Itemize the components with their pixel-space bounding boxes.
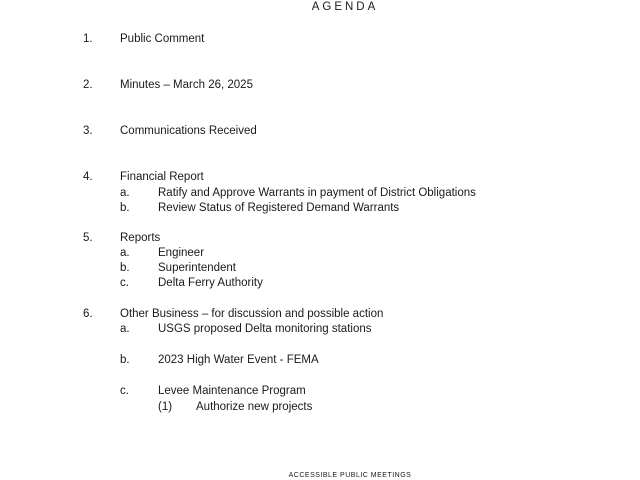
- item-number: 1.: [83, 33, 93, 45]
- sub-item-letter: c.: [120, 385, 129, 397]
- item-label: Minutes – March 26, 2025: [120, 79, 253, 91]
- item-number: 5.: [83, 232, 93, 244]
- item-number: 3.: [83, 125, 93, 137]
- sub-item-text: Superintendent: [158, 262, 237, 274]
- agenda-title: AGENDA: [311, 1, 379, 13]
- item-label: Public Comment: [120, 33, 205, 45]
- item-label: Other Business – for discussion and possible action: [120, 308, 384, 320]
- sub-item-text: 2023 High Water Event - FEMA: [158, 354, 319, 366]
- sub-item-letter: a.: [120, 187, 130, 199]
- sub-item-text: Review Status of Registered Demand Warrants: [158, 202, 400, 214]
- sub-item-letter: b.: [120, 354, 130, 366]
- sub-item-text: Delta Ferry Authority: [158, 277, 263, 289]
- item-label: Financial Report: [120, 171, 204, 183]
- sub-item-letter: b.: [120, 202, 130, 214]
- item-label: Communications Received: [120, 125, 257, 137]
- sub-item-text: Ratify and Approve Warrants in payment of District Obligations: [158, 187, 476, 199]
- item-label: Reports: [120, 232, 161, 244]
- sub-item-text: Levee Maintenance Program: [158, 385, 306, 397]
- item-number: 4.: [83, 171, 93, 183]
- footer-heading: ACCESSIBLE PUBLIC MEETINGS: [288, 472, 412, 479]
- sub-item-letter: b.: [120, 262, 130, 274]
- sub-item-letter: a.: [120, 323, 130, 335]
- sub-item-letter: a.: [120, 247, 130, 259]
- sub-item-letter: c.: [120, 277, 129, 289]
- sub-item-text: USGS proposed Delta monitoring stations: [158, 323, 372, 335]
- item-number: 6.: [83, 308, 93, 320]
- sub-item-text: Engineer: [158, 247, 205, 259]
- sub-sub-item-number: (1): [158, 401, 173, 413]
- sub-sub-item-text: Authorize new projects: [196, 401, 313, 413]
- item-number: 2.: [83, 79, 93, 91]
